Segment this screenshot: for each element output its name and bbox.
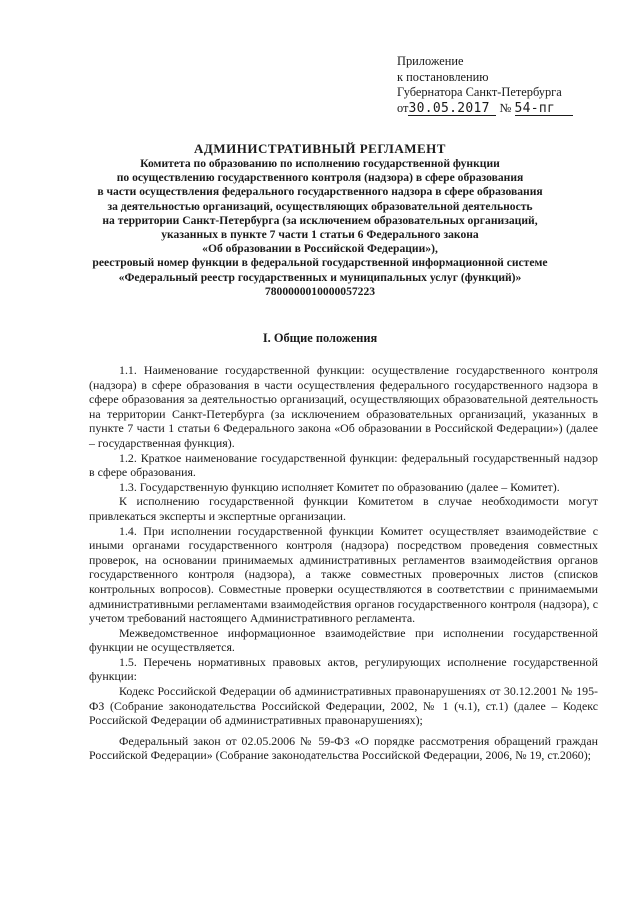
registry-number: 7800000010000057223 xyxy=(264,284,376,298)
header-line: реестровый номер функции в федеральной государственной информационной системе xyxy=(92,256,548,270)
document-header xyxy=(70,142,570,299)
header-line: Комитета по образованию по исполнению государственной функции xyxy=(140,157,500,170)
appendix-line-1: Приложение xyxy=(397,54,464,68)
decree-number: 54-пг xyxy=(515,102,573,116)
header-line: «Об образовании в Российской Федерации»), xyxy=(202,242,438,256)
header-line: указанных в пункте 7 части 1 статьи 6 Федерального закона xyxy=(161,228,479,242)
date-prefix: от xyxy=(397,100,409,115)
paragraph-1-4: 1.4. При исполнении государственной функции Комитет осуществляет взаимодействие с иными органами государственного контроля (надзора) посредством проведения совместных проверок, на основании принимаемых административных регламентов взаимодействия органов государственного контроля (надзора), а также совместных проверочных листов (списков контрольных вопросов). Совместные проверки осуществляются в соответствии с принимаемыми административными регламентами взаимодействия органов государственного контроля (надзора), с учетом требований настоящего Административного регламента. xyxy=(89,523,598,626)
document-body xyxy=(89,363,598,763)
appendix-line-3: Губернатора Санкт-Петербурга xyxy=(397,85,562,99)
header-line: по осуществлению государственного контроля (надзора) в сфере образования xyxy=(116,171,524,185)
paragraph-59fz: Федеральный закон от 02.05.2006 № 59-ФЗ «О порядке рассмотрения обращений граждан Российской Федерации» (Собрание законодательства Российской Федерации, 2006, № 19, ст.2060); xyxy=(89,733,598,763)
appendix-block xyxy=(397,54,597,116)
document-title: АДМИНИСТРАТИВНЫЙ РЕГЛАМЕНТ xyxy=(194,141,446,156)
paragraph-koap: Кодекс Российской Федерации об административных правонарушениях от 30.12.2001 № 195-ФЗ (Собрание законодательства Российской Федерации, 2002, № 1 (ч.1), ст.1) (далее – Кодекс Российской Федерации об административных правонарушениях); xyxy=(89,684,598,728)
appendix-date-line xyxy=(397,101,597,117)
paragraph-1-2: 1.2. Краткое наименование государственной функции: федеральный государственный надзор в сфере образования. xyxy=(89,450,598,480)
header-line: «Федеральный реестр государственных и муниципальных услуг (функций)» xyxy=(118,270,522,284)
paragraph-interagency: Межведомственное информационное взаимодействие при исполнении государственной функции не осуществляется. xyxy=(89,625,598,655)
section-title: I. Общие положения xyxy=(262,331,378,345)
paragraph-1-5: 1.5. Перечень нормативных правовых актов, регулирующих исполнение государственной функции: xyxy=(89,654,598,684)
paragraph-experts: К исполнению государственной функции Комитетом в случае необходимости могут привлекаться эксперты и экспертные организации. xyxy=(89,494,598,523)
header-line: в части осуществления федерального государственного надзора в сфере образования xyxy=(97,185,543,199)
header-line: за деятельностью организаций, осуществляющих образовательной деятельность xyxy=(107,199,533,213)
number-prefix: № xyxy=(499,100,512,115)
paragraph-1-1: 1.1. Наименование государственной функции: осуществление государственного контроля (надзора) в сфере образования в части осуществления федерального государственного надзора в сфере образования за деятельностью организаций, осуществляющих образовательной деятельность на территории Санкт-Петербурга (за исключением образовательных организаций, указанных в пункте 7 части 1 статьи 6 Федерального закона «Об образовании в Российской Федерации») (далее – государственная функция). xyxy=(89,363,598,450)
paragraph-1-3: 1.3. Государственную функцию исполняет Комитет по образованию (далее – Комитет). xyxy=(119,479,560,494)
decree-date: 30.05.2017 xyxy=(408,102,496,116)
header-line: на территории Санкт-Петербурга (за исключением образовательных организаций, xyxy=(102,213,538,227)
appendix-line-2: к постановлению xyxy=(397,69,489,84)
